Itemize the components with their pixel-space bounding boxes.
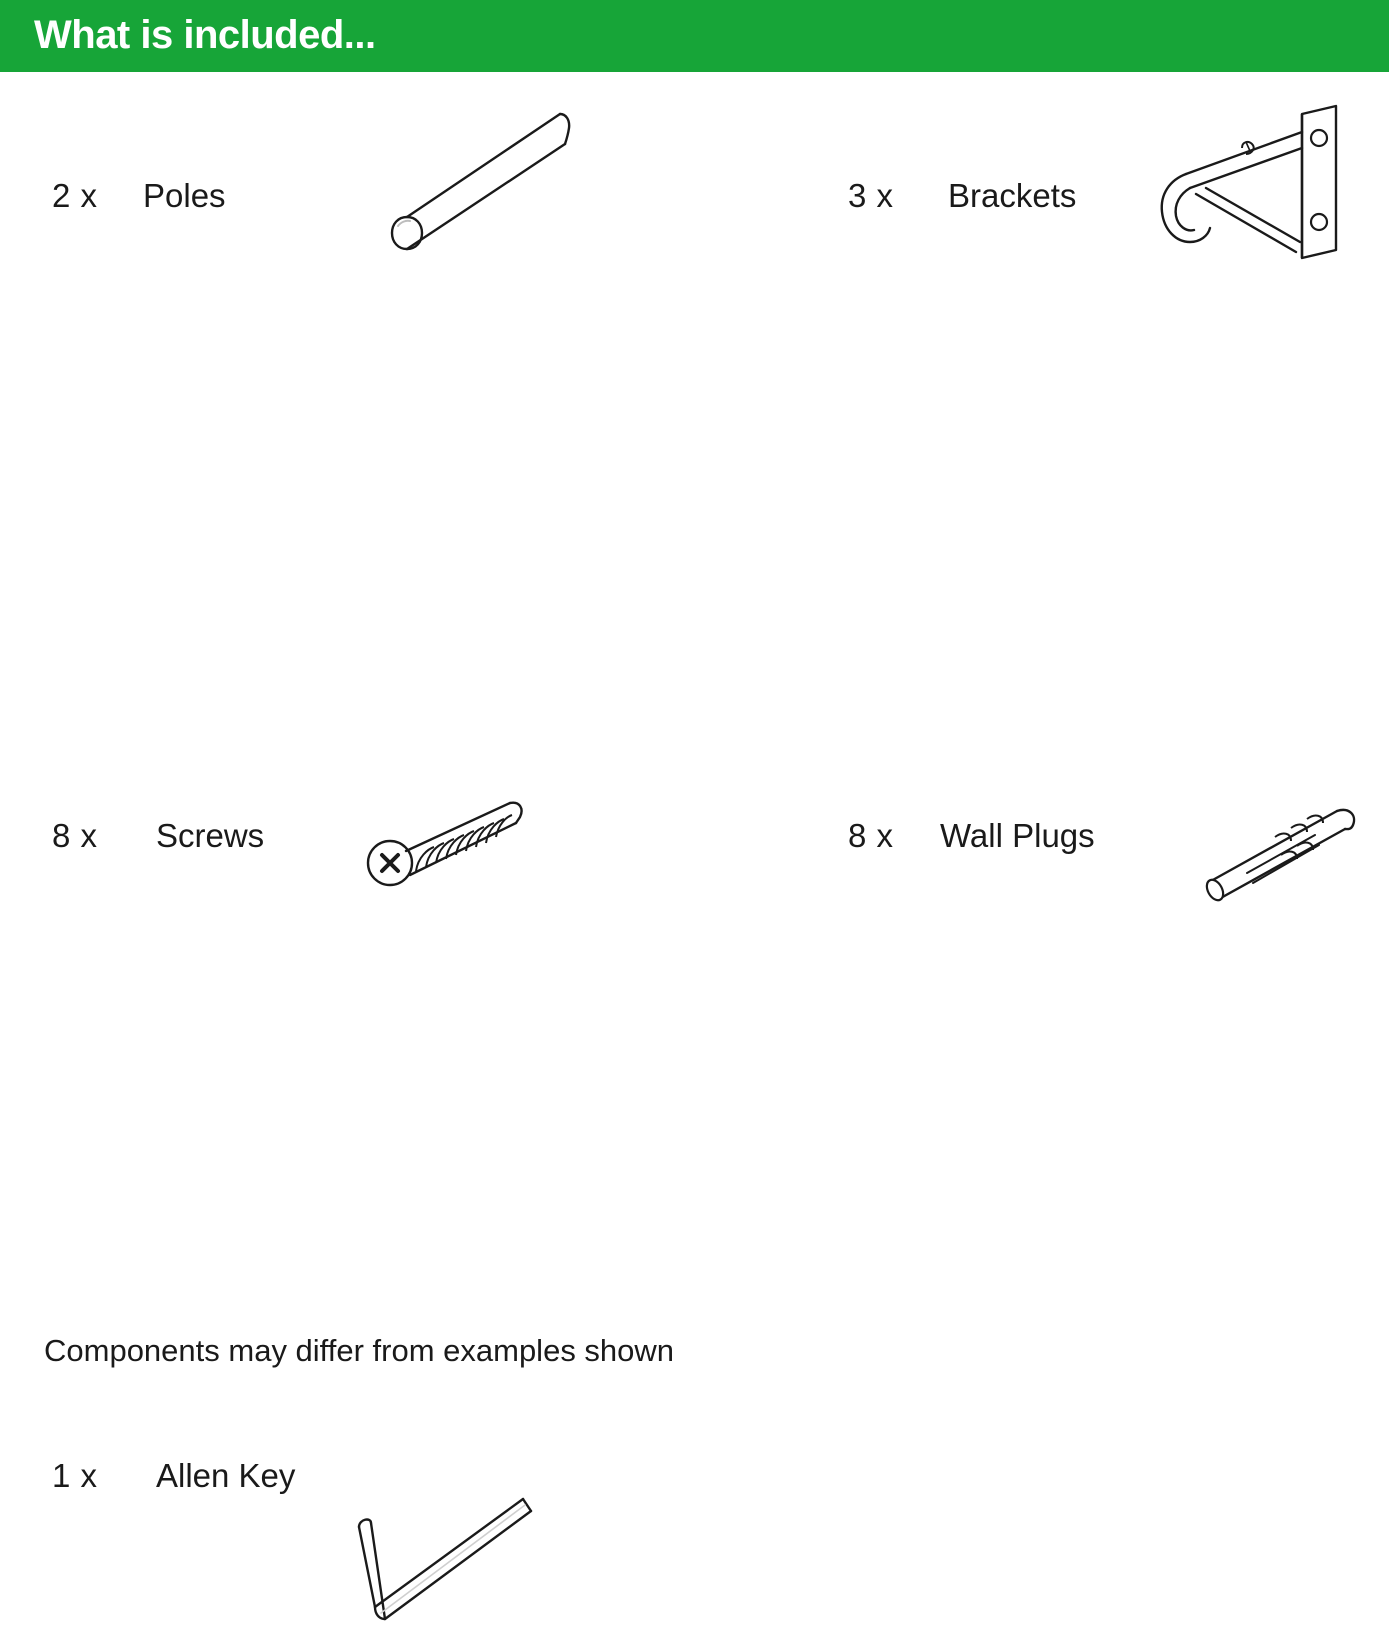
list-item-poles [0, 72, 700, 392]
item-quantity: 8 x [52, 817, 98, 854]
item-label: Poles [143, 177, 226, 214]
item-label: Allen Key [156, 1457, 296, 1494]
item-quantity: 8 x [848, 817, 894, 854]
wall-plug-icon [1195, 797, 1375, 922]
list-item-wall-plugs [800, 392, 1389, 854]
item-quantity: 1 x [52, 1457, 98, 1494]
item-quantity: 2 x [52, 177, 98, 214]
item-label: Screws [156, 817, 265, 854]
allen-key-icon [345, 1427, 565, 1632]
page-title: What is included... [34, 13, 376, 57]
header-bar [0, 0, 1389, 72]
list-item-screws [0, 392, 700, 854]
curtain-bracket-icon [1150, 102, 1370, 307]
item-label: Wall Plugs [940, 817, 1095, 854]
list-item-brackets [800, 72, 1389, 392]
item-quantity: 3 x [848, 177, 894, 214]
footnote-text: Components may differ from examples shown [44, 1333, 675, 1368]
curtain-pole-icon [360, 102, 600, 287]
item-label: Brackets [948, 177, 1077, 214]
